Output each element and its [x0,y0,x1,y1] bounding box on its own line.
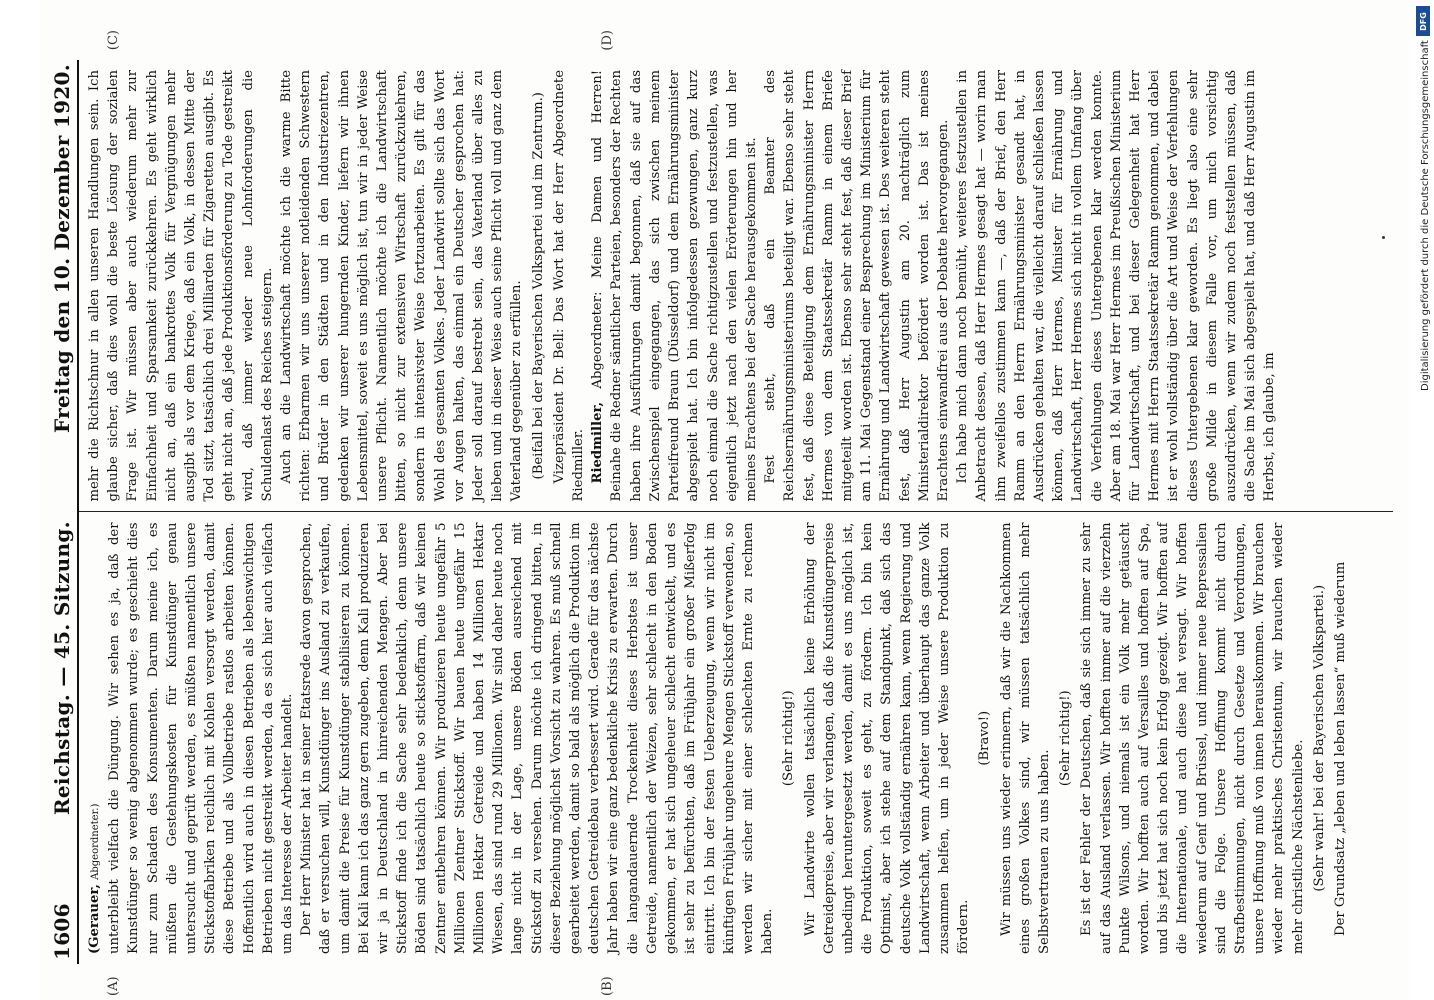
text-columns [79,60,1393,964]
paragraph: mehr die Richtschnur in allen unseren Handlungen sein. Ich glaube sicher, daß dies wohl die beste Lösung der sozialen Frage ist. Wir müssen aber auch wiederum mehr zur Einfachheit und Sparsamkeit zurückkehren. Es geht wirklich nicht an, daß ein bankrottes Volk für Vergnügungen mehr ausgibt als vor dem Kriege, daß ein Volk, in dessen Mitte der Tod sitzt, tatsächlich drei Milliarden für Zigaretten ausgibt. Es geht nicht an, daß jede Produktionsförderung zu Tode gestreikt wird, daß immer wieder neue Lohnforderungen die Schuldenlast des Reiches steigern. [87,70,275,502]
paragraph: Auch an die Landwirtschaft möchte ich die warme Bitte richten: Erbarmen wir uns unserer notleidenden Schwestern und Brüder in den Städten und in den Industriezentren, gedenken wir unserer hungernden Kinder, liefern wir ihnen Lebensmittel, soweit es uns möglich ist, tun wir in jeder Weise unsere Pflicht. Namentlich möchte ich die Landwirtschaft bitten, so nicht zur extensiven Wirtschaft zurückzukehren, sondern in intensivster Weise fortzuarbeiten. Es gilt für das Wohl des gesamten Volkes. Jeder Landwirt sollte sich das Wort vor Augen halten, das einmal ein Deutscher gesprochen hat: Jeder soll darauf bestrebt sein, das Vaterland über alles zu lieben und in dieser Weise auch seine Pflicht voll und ganz dem Vaterland gegenüber zu erfüllen. [279,70,525,502]
speaker-role: Abgeordneter.) [90,803,101,880]
paragraph-with-speaker [588,70,761,502]
scan-speck [1382,236,1385,239]
margin-letter-a: (A) [106,976,121,996]
dfg-logo-text: DFG [1418,11,1428,31]
speaker-line [85,523,105,955]
digitization-sidebar [1412,0,1434,1000]
paragraph: Der Grundsatz „leben und leben lassen“ muß wiederum [1333,561,1348,936]
session-title: Reichstag. — 45. Sitzung. [50,521,74,816]
interjection: (Sehr wahr! bei der Bayerischen Volkspartei.) [1311,584,1327,892]
paragraph: Fest steht, daß ein Beamter des Reichsernährungsministeriums beteiligt war. Ebenso sehr steht fest, daß diese Beteiligung dem Ernährungsminister Herrn Hermes von dem Staatssekretär Ramm in einem Briefe mitgeteilt worden ist. Ebenso sehr steht fest, daß dieser Brief am 11. Mai Gegenstand einer Besprechung im Ministerium für Ernährung und Landwirtschaft gewesen ist. Des weiteren steht fest, daß Herr Augustin am 20. nachträglich zum Ministerialdirektor befördert worden ist. Das ist meines Erachtens einwandfrei aus der Debatte hervorgegangen. [763,70,951,502]
page-header [48,60,79,964]
paragraph-text: Abgeordneter: Meine Damen und Herren! Beinahe die Redner sämtlicher Parteien, besonders der Rechten haben ihre Ausführungen damit begonnen, daß sie auf das Zwischenspiel eingegangen, das sich zwischen meinem Parteifreund Braun (Düsseldorf) und dem Ernährungsminister abgespielt hat. Ich bin infolgedessen gezwungen, ganz kurz noch einmal die Sache richtigzustellen und festzustellen, was eigentlich jetzt nach den vielen Erörterungen hin und her meines Erachtens bei der Sache herausgekommen ist. [590,70,759,502]
digitization-credit: Digitalisierung gefördert durch die Deutsche Forschungsgemeinschaft [1420,40,1431,391]
interjection: (Beifall bei der Bayerischen Volkspartei und im Zentrum.) [530,92,546,480]
left-column [79,513,1393,965]
document-page [40,0,1410,1000]
paragraph: Der Herr Minister hat in seiner Etatsrede davon gesprochen, daß er versuchen will, Kunstdünger ins Ausland zu verkaufen, um damit die Preise für Kunstdünger stabilisieren zu können. Bei Kali kann ich das ganz gern zugeben, denn Kali produzieren wir ja in Deutschland in hinreichenden Mengen. Aber bei Stickstoff finde ich die Sache sehr bedenklich, denn unsere Böden sind tatsächlich heute so stickstoffarm, daß wir keinen Zentner entbehren können. Wir produzieren heute ungefähr 5 Millionen Zentner Stickstoff. Wir bauen heute ungefähr 15 Millionen Hektar Getreide und haben 14 Millionen Hektar Wiesen, das sind rund 29 Millionen. Wir sind daher heute noch lange nicht in der Lage, unsere Böden ausreichend mit Stickstoff zu versehen. Darum möchte ich dringend bitten, in dieser Beziehung möglichst Vorsicht zu wahren. Es muß schnell gearbeitet werden, damit so bald als möglich die Produktion im deutschen Getreidebau verbessert wird. Gerade für das nächste Jahr haben wir eine ganz bedenkliche Krisis zu erwarten. Durch die langandauernde Trockenheit dieses Herbstes ist unser Getreide, namentlich der Weizen, sehr schlecht in den Boden gekommen, er hat sich ungeheuer schlecht entwickelt, und es ist sehr zu befürchten, daß im Frühjahr ein großer Mißerfolg eintritt. Ich bin der festen Ueberzeugung, wenn wir nicht im künftigen Frühjahr ungeheure Mengen Stickstoff verwenden, so werden wir sicher mit einer schlechten Ernte zu rechnen haben. [299,522,776,954]
speaker-name: (Gerauer, [87,884,102,954]
margin-letter-b: (B) [600,976,615,996]
paragraph: Es ist der Fehler der Deutschen, daß sie sich immer zu sehr auf das Ausland verlassen. Wir hofften immer auf die vierzehn Punkte Wilsons, und niemals ist ein Volk mehr getäuscht worden. Wir hofften auch auf Versailles und hofften auf Spa, und bis jetzt hat sich noch kein Erfolg gezeigt. Wir hofften auf die Internationale, und auch diese hat versagt. Wir hoffen wiederum auf Genf und Brüssel, und immer neue Repressalien sind die Folge. Unsere Hoffnung kommt nicht durch Strafbestimmungen, nicht durch Gesetze und Verordnungen, unsere Hoffnung muß von innen herauskommen. Wir brauchen wieder mehr praktisches Christentum, wir brauchen wieder mehr christliche Nächstenliebe. [1079,522,1306,954]
interjection: (Bravo!) [977,710,993,766]
right-column [79,60,1393,513]
interjection: (Sehr richtig!) [781,690,797,787]
paragraph: Ich habe mich dann noch bemüht, weiteres festzustellen in Anbetracht dessen, daß Herr Hermes gesagt hat — worin man ihm zweifellos zustimmen kann —, daß der Brief, den Herr Ramm an den Herrn Ernährungsminister gesandt hat, in Ausdrücken gehalten war, die vielleicht darauf schließen lassen können, daß Herr Hermes, Minister für Ernährung und Landwirtschaft, Herr Hermes sich nicht in vollem Umfang über die Verfehlungen dieses Untergebenen klar werden konnte. Aber am 18. Mai war Herr Hermes im Preußischen Ministerium für Landwirtschaft, und bei dieser Gelegenheit hat Herr Hermes mit Herrn Staatssekretär Ramm genommen, und dabei ist er wohl vollständig über die Art und Weise der Verfehlungen dieses Untergebenen klar geworden. Es liegt also eine sehr große Milde in diesem Falle vor, um mich vorsichtig auszudrücken, wenn wir zudem noch feststellen müssen, daß die Sache im Mai sich abgespielt hat, und daß Herr Augustin im Herbst, ich glaube, im [955,70,1278,502]
dfg-logo-icon [1416,6,1430,36]
page-number: 1606 [50,903,74,960]
paragraph: Wir müssen uns wieder erinnern, daß wir die Nachkommen eines großen Volkes sind, wir müssen tatsächlich mehr Selbstvertrauen zu uns haben. [998,522,1052,954]
margin-letter-c: (C) [106,30,121,51]
session-date: Freitag den 10. Dezember 1920. [50,64,74,433]
paragraph: unterbleibt vielfach die Düngung. Wir sehen es ja, daß der Kunstdünger so wenig abgenommen wurde; es geschieht dies nur zum Schaden des Konsumenten. Darum meine ich, es müßten die Gestehungskosten für Kunstdünger genau untersucht und geprüft werden, es müßten namentlich unsere Stickstoffabriken reichlich mit Kohlen versorgt werden, damit diese Betriebe und als Vollbetriebe rastlos arbeiten können. Hoffentlich wird auch in diesen Betrieben als lebenswichtigen Betrieben nicht gestreikt werden, da es sich hier auch vielfach um das Interesse der Arbeiter handelt. [107,522,296,954]
paragraph: Wir Landwirte wollen tatsächlich keine Erhöhung der Getreidepreise, aber wir verlangen, daß die Kunstdüngerpreise unbedingt heruntergesetzt werden, damit es uns möglich ist, die Produktion, soweit es geht, zu fördern. Ich bin kein Optimist, aber ich stehe auf dem Standpunkt, daß sich das deutsche Volk vollständig ernähren kann, wenn Regierung und Landwirtschaft, wenn Arbeiter und überhaupt das ganze Volk zusammen helfen, um in jeder Weise unsere Produktion zu fördern. [802,522,972,954]
interjection: (Sehr richtig!) [1058,690,1074,787]
paragraph: Vizepräsident Dr. Bell: Das Wort hat der Herr Abgeordnete Riedmiller. [551,70,587,502]
speaker-name: Riedmiller, [590,401,606,484]
margin-letter-d: (D) [600,30,615,51]
